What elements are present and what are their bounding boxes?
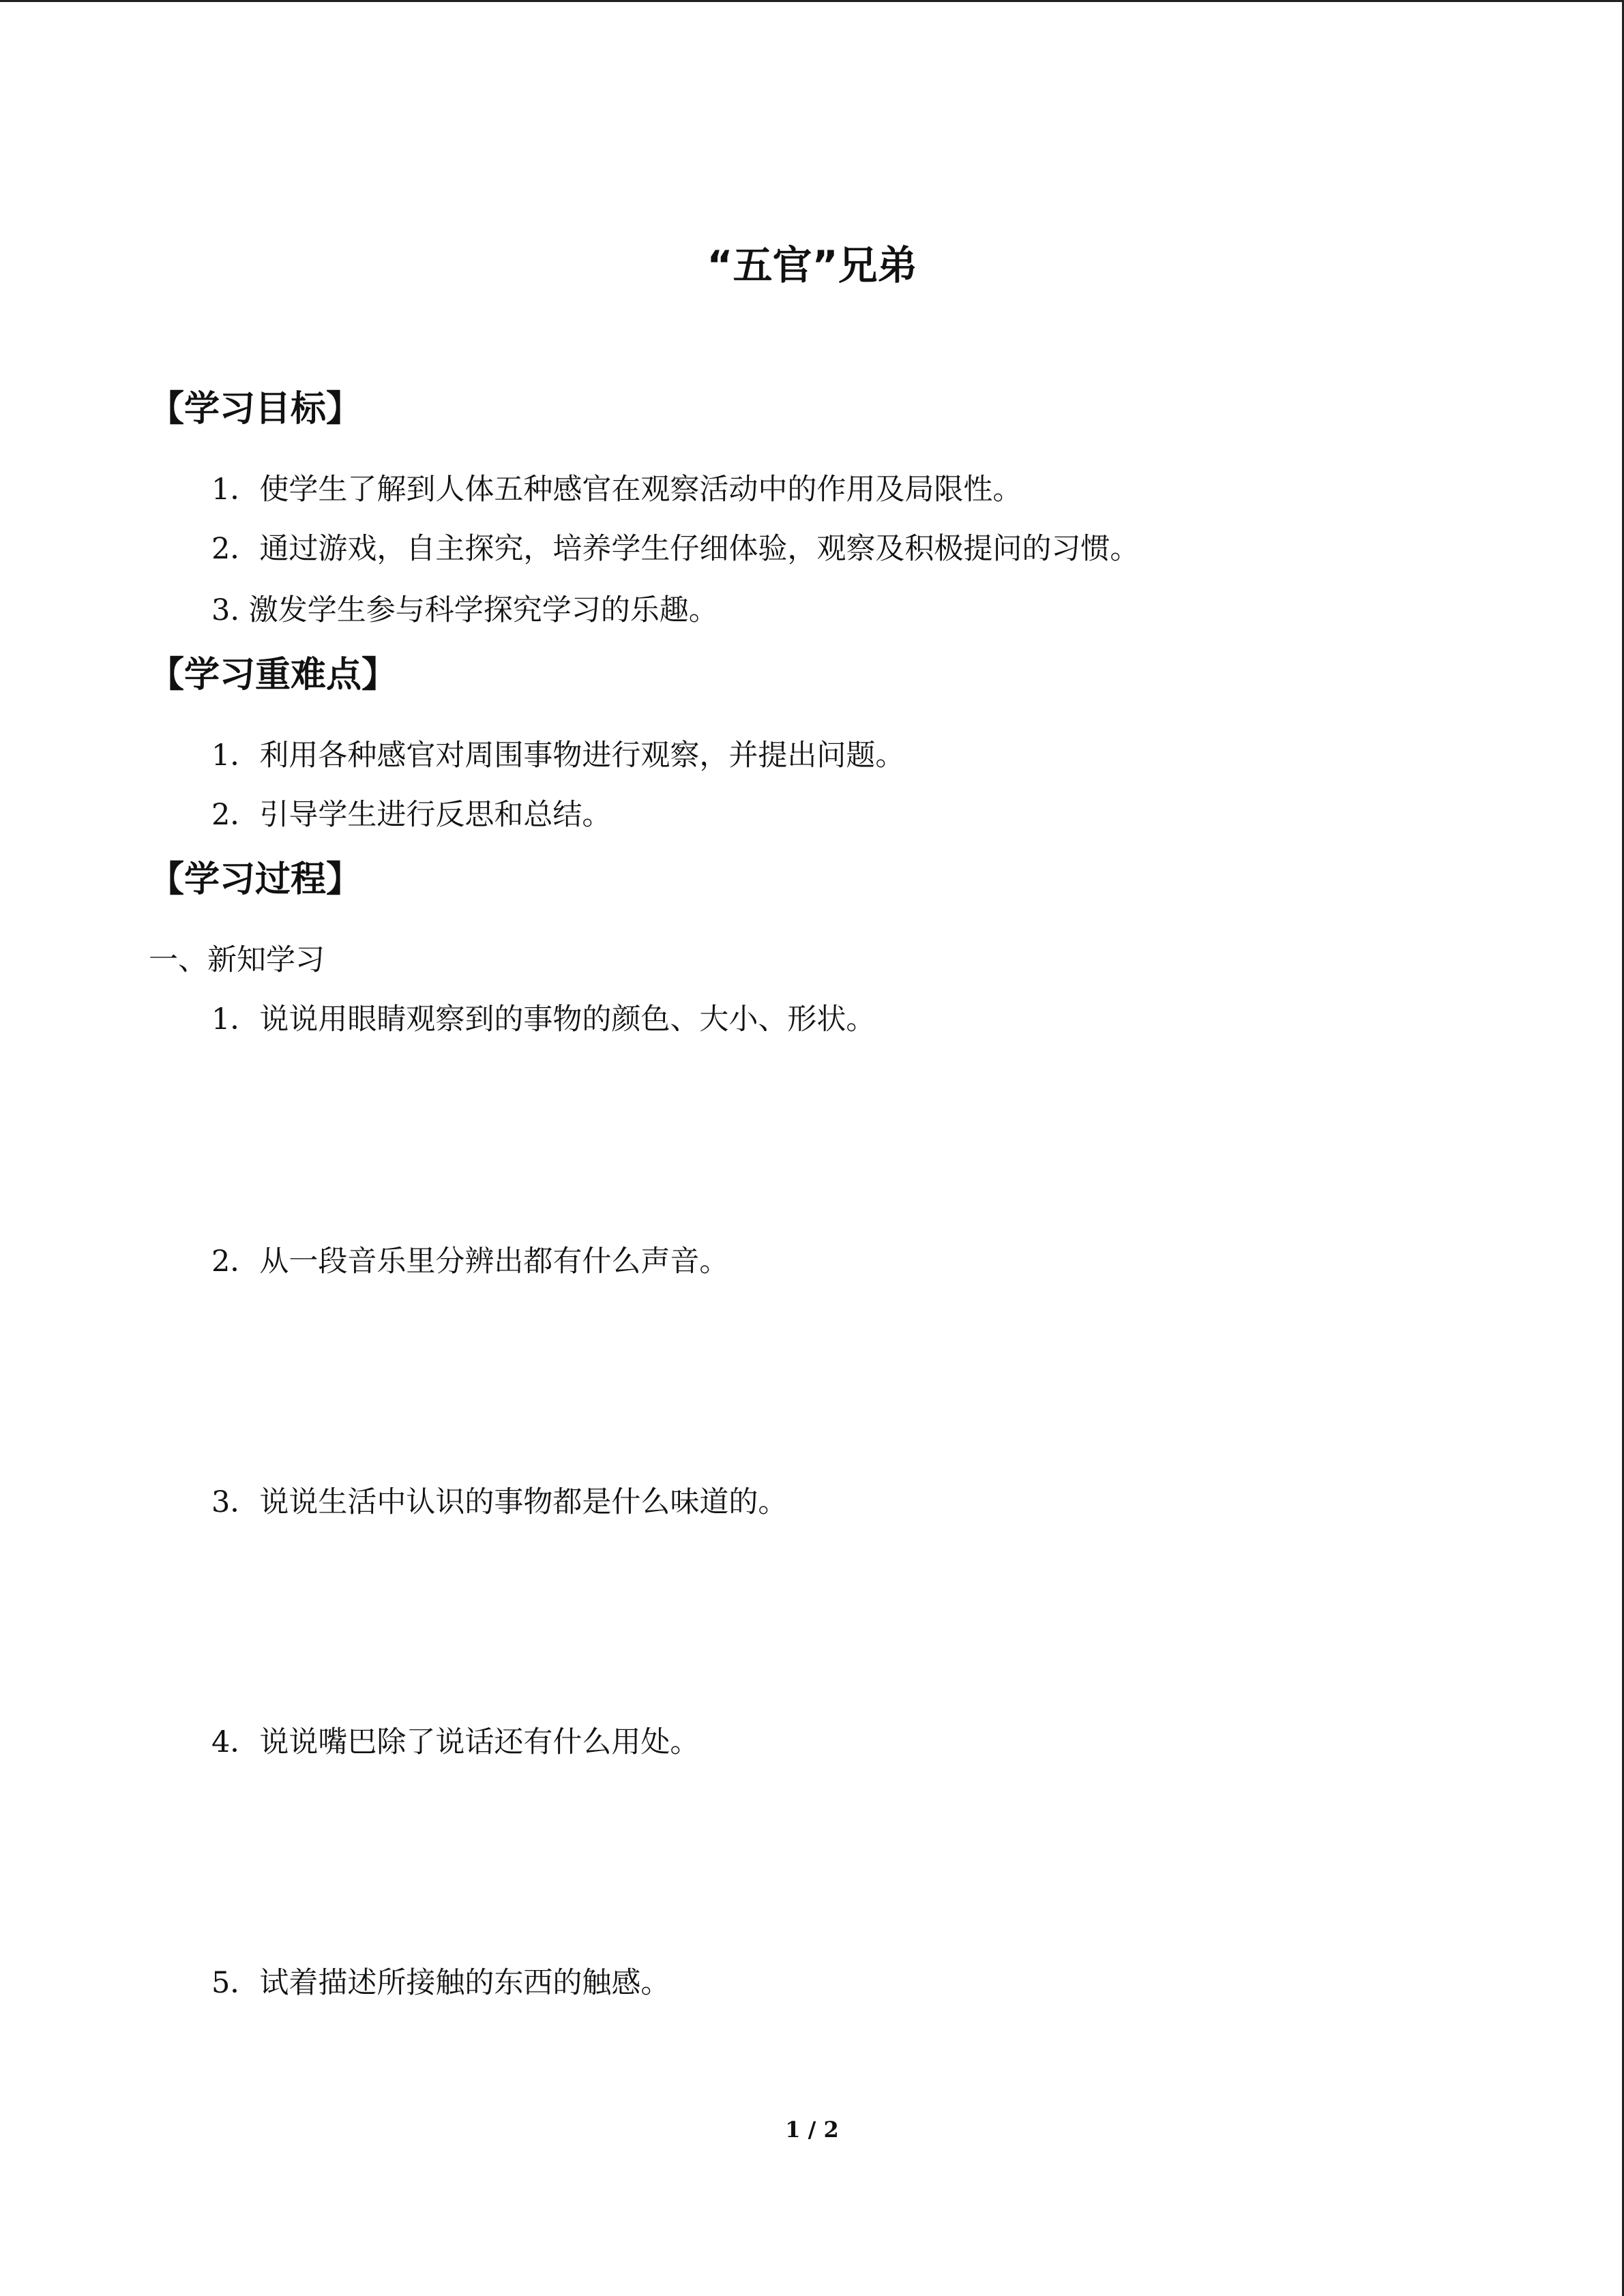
process-item-1: 1．说说用眼睛观察到的事物的颜色、大小、形状。 xyxy=(211,1002,876,1037)
heading-key-points: 【学习重难点】 xyxy=(149,655,398,696)
key-point-item-2: 2．引导学生进行反思和总结。 xyxy=(211,798,612,832)
page-title: “五官”兄弟 xyxy=(707,241,917,288)
page-indicator: 1 / 2 xyxy=(785,2117,839,2143)
goal-item-1: 1．使学生了解到人体五种感官在观察活动中的作用及局限性。 xyxy=(211,473,1022,507)
process-item-2: 2．从一段音乐里分辨出都有什么声音。 xyxy=(211,1244,729,1279)
key-point-item-1: 1．利用各种感官对周围事物进行观察，并提出问题。 xyxy=(211,739,905,773)
goal-item-2: 2．通过游戏，自主探究，培养学生仔细体验，观察及积极提问的习惯。 xyxy=(211,532,1140,566)
process-item-5: 5．试着描述所接触的东西的触感。 xyxy=(211,1966,670,2000)
heading-learning-process: 【学习过程】 xyxy=(149,859,362,900)
goal-item-3: 3. 激发学生参与科学探究学习的乐趣。 xyxy=(211,593,718,627)
process-item-4: 4．说说嘴巴除了说话还有什么用处。 xyxy=(211,1725,700,1759)
subsection-new-knowledge: 一、新知学习 xyxy=(149,943,325,977)
process-item-3: 3．说说生活中认识的事物都是什么味道的。 xyxy=(211,1485,788,1519)
heading-learning-goals: 【学习目标】 xyxy=(149,389,362,430)
